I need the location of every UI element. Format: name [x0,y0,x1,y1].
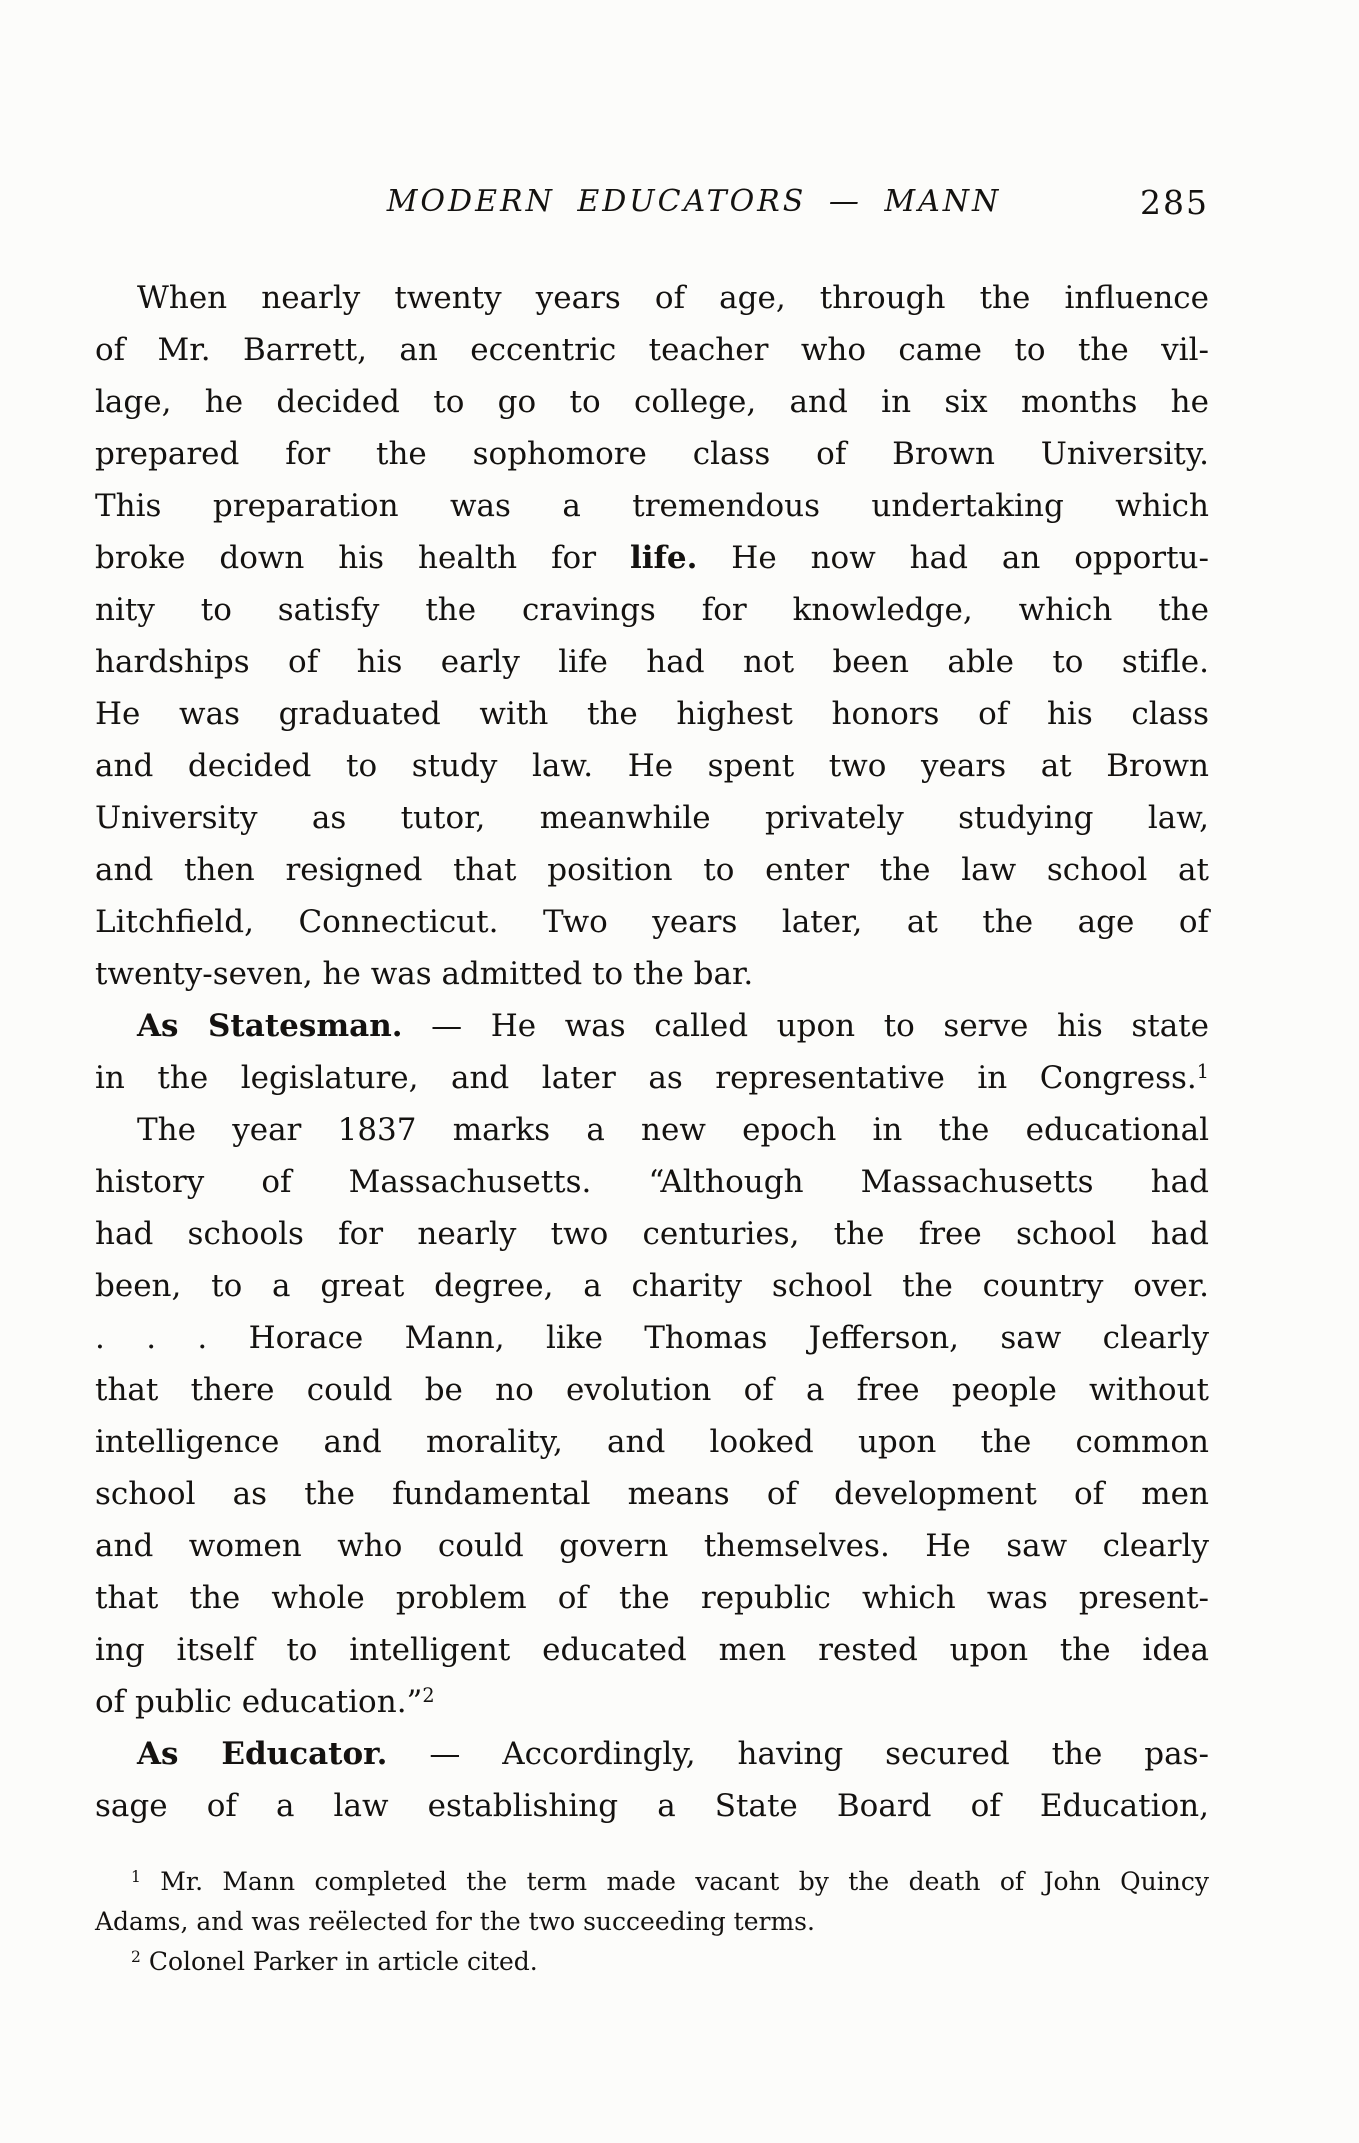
text-segment: This preparation was a tremendous undertaking which [95,488,1209,524]
text-segment: prepared for the sophomore class of Brown University. [95,436,1209,472]
text-segment: University as tutor, meanwhile privately studying law, [95,800,1209,836]
text-line [95,1520,1209,1572]
body-text [95,272,1209,1832]
bold-text: life. [629,540,698,576]
footnote-marker: 2 [131,1948,141,1967]
text-line [95,896,1209,948]
text-line [95,1156,1209,1208]
text-segment: hardships of his early life had not been able to stifle. [95,644,1209,680]
text-segment: sage of a law establishing a State Board of Education, [95,1788,1209,1824]
text-line [95,1676,1209,1728]
footnote-line [95,1902,1209,1942]
text-segment: of Mr. Barrett, an eccentric teacher who came to the vil- [95,332,1209,368]
text-line [95,376,1209,428]
text-line [95,844,1209,896]
text-line [95,1104,1209,1156]
text-segment: been, to a great degree, a charity school the country over. [95,1268,1209,1304]
text-segment: When nearly twenty years of age, through the influence [137,280,1209,316]
text-line [95,792,1209,844]
text-segment: broke down his health for [95,540,630,576]
text-segment: He was graduated with the highest honors of his class [95,696,1209,732]
text-segment: intelligence and morality, and looked upon the common [95,1424,1209,1460]
text-segment: The year 1837 marks a new epoch in the educational [137,1112,1209,1148]
text-segment: Mr. Mann completed the term made vacant by the death of John Quincy [140,1867,1209,1896]
text-segment: in the legislature, and later as representative in Congress. [95,1060,1197,1096]
text-line [95,948,1209,1000]
text-line [95,1364,1209,1416]
text-segment: school as the fundamental means of development of men [95,1476,1209,1512]
text-line [95,1780,1209,1832]
text-segment: Litchfield, Connecticut. Two years later, at the age of [95,904,1209,940]
text-line [95,636,1209,688]
text-line [95,740,1209,792]
text-segment: that there could be no evolution of a free people without [95,1372,1209,1408]
text-line [95,584,1209,636]
text-segment: and women who could govern themselves. He saw clearly [95,1528,1209,1564]
footnote-line [95,1862,1209,1902]
text-line [95,688,1209,740]
text-segment: ing itself to intelligent educated men rested upon the idea [95,1632,1209,1668]
text-segment: had schools for nearly two centuries, the free school had [95,1216,1209,1252]
text-segment: twenty-seven, he was admitted to the bar. [95,956,754,992]
text-segment: — Accordingly, having secured the pas- [387,1736,1209,1772]
bold-text: As Statesman. [137,1008,403,1044]
footnotes [95,1862,1209,1982]
text-line [95,1624,1209,1676]
footnote-marker: 2 [422,1684,435,1708]
text-segment: history of Massachusetts. “Although Massachusetts had [95,1164,1209,1200]
text-segment: He now had an opportu- [697,540,1209,576]
text-line [95,1260,1209,1312]
footnote-marker: 1 [131,1868,141,1887]
text-line [95,1468,1209,1520]
text-line [95,1416,1209,1468]
footnote-marker: 1 [1196,1060,1209,1084]
text-line [95,1728,1209,1780]
text-segment: and then resigned that position to enter the law school at [95,852,1209,888]
running-header-title: MODERN EDUCATORS — MANN [386,184,1002,219]
text-segment: lage, he decided to go to college, and in six months he [95,384,1209,420]
text-line [95,428,1209,480]
text-line [95,1572,1209,1624]
text-segment: . . . Horace Mann, like Thomas Jefferson, saw clearly [95,1320,1209,1356]
text-segment: nity to satisfy the cravings for knowledge, which the [95,592,1209,628]
text-segment: that the whole problem of the republic which was present- [95,1580,1209,1616]
text-line [95,272,1209,324]
text-segment: and decided to study law. He spent two years at Brown [95,748,1209,784]
text-segment: of public education.” [95,1684,423,1720]
text-line [95,1208,1209,1260]
footnote-line [95,1942,1209,1982]
text-line [95,480,1209,532]
bold-text: As Educator. [137,1736,388,1772]
text-line [95,532,1209,584]
text-line [95,1052,1209,1104]
page-number: 285 [1140,183,1209,222]
text-segment: Colonel Parker in article cited. [140,1947,538,1976]
text-line [95,1312,1209,1364]
text-column [95,182,1209,1982]
text-line [95,324,1209,376]
text-segment: — He was called upon to serve his state [402,1008,1209,1044]
running-header [95,182,1209,222]
text-line [95,1000,1209,1052]
text-segment: Adams, and was reëlected for the two succeeding terms. [95,1907,815,1936]
